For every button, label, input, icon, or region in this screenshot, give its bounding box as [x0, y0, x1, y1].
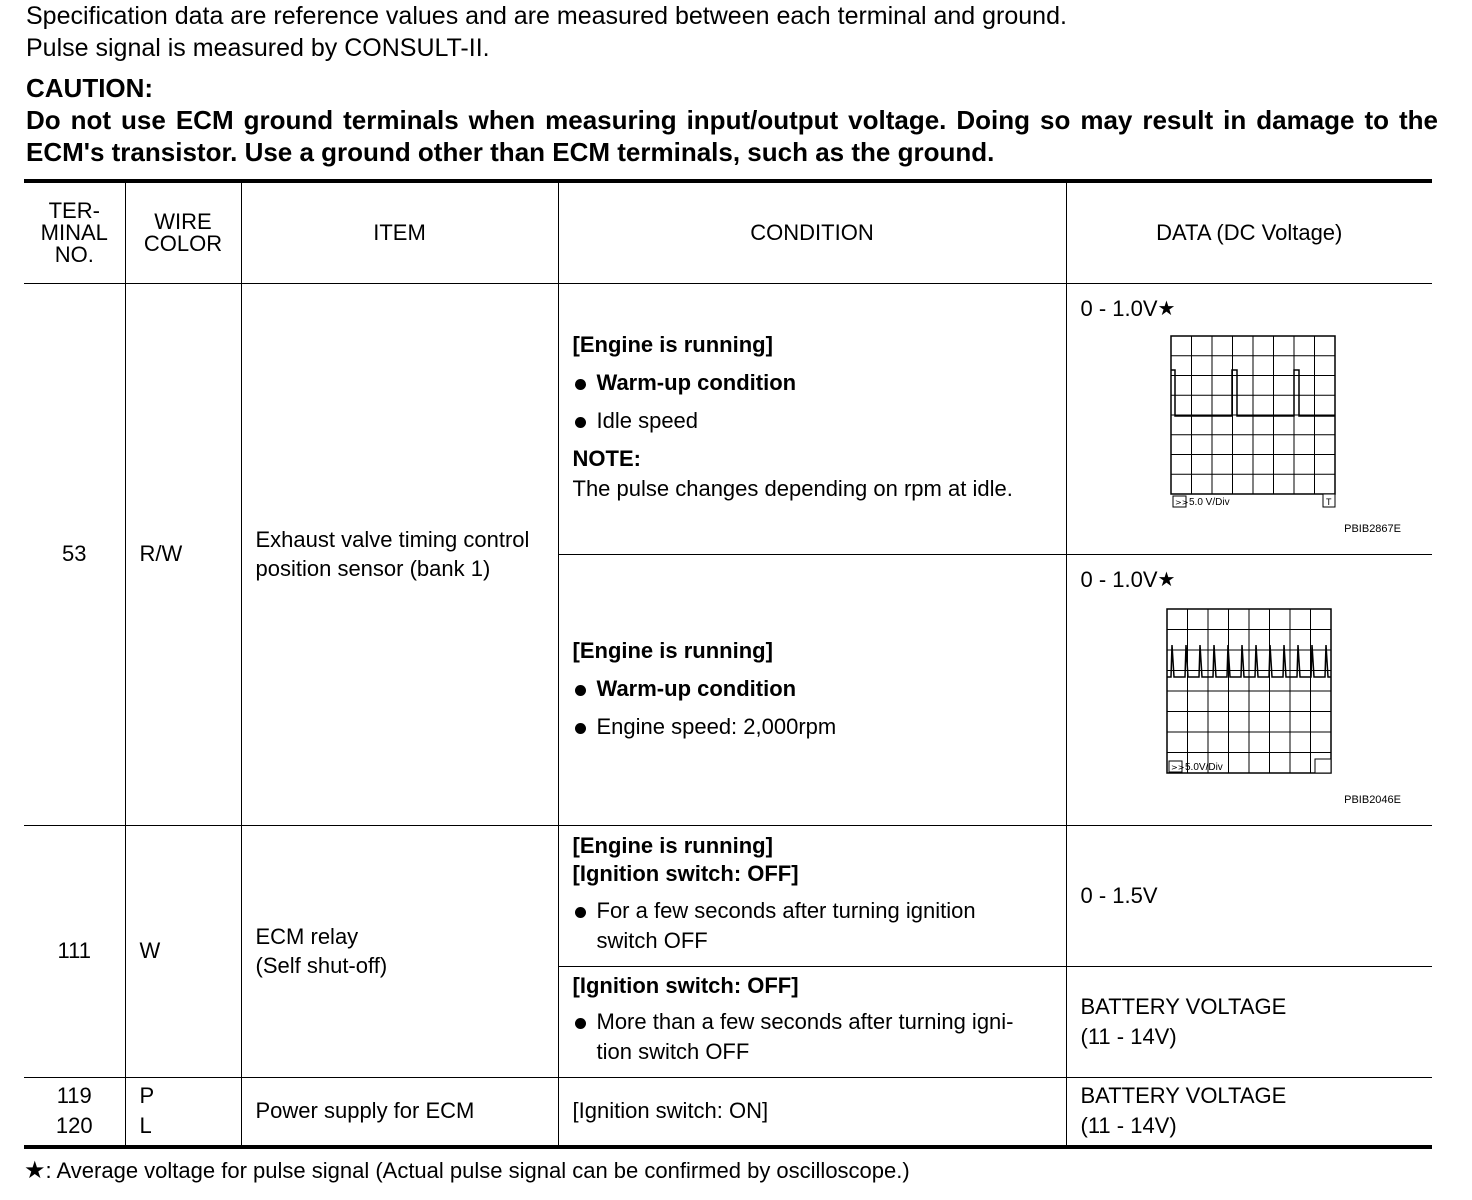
- footnote-text: : Average voltage for pulse signal (Actual pulse signal can be confirmed by oscilloscope.): [45, 1158, 910, 1183]
- data-value-line: [1081, 294, 1419, 324]
- data-cell: BATTERY VOLTAGE (11 - 14V): [1066, 966, 1432, 1077]
- svg-text:>>: >>: [1170, 762, 1184, 772]
- terminal-spec-table: [24, 179, 1432, 1149]
- condition-cell: [Ignition switch: ON]: [558, 1077, 1066, 1147]
- scope-grid: [1171, 336, 1335, 494]
- condition-cell: [558, 825, 1066, 966]
- figure-code: PBIB2867E: [1343, 522, 1401, 535]
- oscilloscope-waveform-idle: [1081, 324, 1417, 546]
- data-value-line: [1081, 565, 1419, 595]
- intro-line-2: Pulse signal is measured by CONSULT-II.: [26, 34, 490, 62]
- data-value: 0 - 1.0V: [1080, 566, 1158, 592]
- caution-heading: CAUTION:: [26, 73, 154, 103]
- table-row: [24, 1077, 1432, 1147]
- scope-div-label: 5.0V/Div: [1184, 761, 1223, 773]
- header-terminal-no: TER- MINAL NO.: [24, 181, 125, 283]
- intro-text: [26, 0, 1067, 64]
- condition-heading: [Engine is running]: [572, 331, 773, 357]
- scope-div-label: 5.0 V/Div: [1188, 496, 1230, 508]
- star-icon: ★: [24, 1157, 46, 1184]
- star-icon: ★: [1157, 297, 1176, 320]
- svg-text:>>: >>: [1174, 497, 1188, 507]
- header-item: ITEM: [241, 181, 558, 283]
- condition-bullet: Warm-up condition: [573, 674, 1052, 704]
- caution-text: Do not use ECM ground terminals when measuring input/output voltage. Doing so may result in damage to the ECM's transistor. Use a ground other than ECM terminals, such as the ground.: [26, 105, 1438, 167]
- condition-cell: [558, 283, 1066, 554]
- condition-heading: [Engine is running]: [572, 637, 773, 663]
- condition-bullet: Warm-up condition: [573, 368, 1052, 398]
- item-cell: Exhaust valve timing control position sensor (bank 1): [241, 283, 558, 825]
- data-cell: [1066, 283, 1432, 554]
- header-data: DATA (DC Voltage): [1066, 181, 1432, 283]
- condition-bullet: Engine speed: 2,000rpm: [573, 712, 1052, 742]
- item-cell: ECM relay (Self shut-off): [241, 825, 558, 1077]
- condition-heading: [Ignition switch: OFF]: [572, 860, 799, 886]
- data-cell: [1066, 554, 1432, 825]
- data-cell: 0 - 1.5V: [1066, 825, 1432, 966]
- star-icon: ★: [1157, 568, 1176, 591]
- table-row: [24, 283, 1432, 554]
- wire-color-cell: R/W: [125, 283, 241, 825]
- wire-color-cell: W: [125, 825, 241, 1077]
- terminal-no-cell: 119 120: [24, 1077, 125, 1147]
- table-header-row: [24, 181, 1432, 283]
- data-cell: BATTERY VOLTAGE (11 - 14V): [1066, 1077, 1432, 1147]
- condition-bullet: For a few seconds after turning ignition switch OFF: [573, 896, 1052, 956]
- condition-bullet: More than a few seconds after turning igni- tion switch OFF: [573, 1007, 1052, 1067]
- item-cell: Power supply for ECM: [241, 1077, 558, 1147]
- caution-block: [26, 72, 1438, 168]
- condition-cell: [558, 554, 1066, 825]
- terminal-no-cell: 53: [24, 283, 125, 825]
- wire-color-cell: P L: [125, 1077, 241, 1147]
- header-wire-color: WIRE COLOR: [125, 181, 241, 283]
- oscilloscope-waveform-2000rpm: [1081, 595, 1417, 817]
- scope-trigger-box: [1315, 759, 1331, 773]
- terminal-no-cell: 111: [24, 825, 125, 1077]
- condition-heading: [Ignition switch: OFF]: [572, 972, 799, 998]
- note-text: The pulse changes depending on rpm at idle.: [572, 475, 1013, 501]
- table-row: [24, 825, 1432, 966]
- intro-line-1: Specification data are reference values and are measured between each terminal and ground.: [26, 2, 1067, 30]
- data-value: 0 - 1.0V: [1080, 295, 1158, 321]
- condition-heading: [Engine is running]: [572, 832, 773, 858]
- scope-grid: [1167, 609, 1331, 773]
- header-condition: CONDITION: [558, 181, 1066, 283]
- figure-code: PBIB2046E: [1343, 793, 1401, 806]
- footnote: [24, 1156, 910, 1186]
- condition-cell: [558, 966, 1066, 1077]
- condition-bullet: Idle speed: [573, 406, 1052, 436]
- svg-text:T: T: [1325, 496, 1331, 507]
- note-heading: NOTE:: [572, 445, 641, 471]
